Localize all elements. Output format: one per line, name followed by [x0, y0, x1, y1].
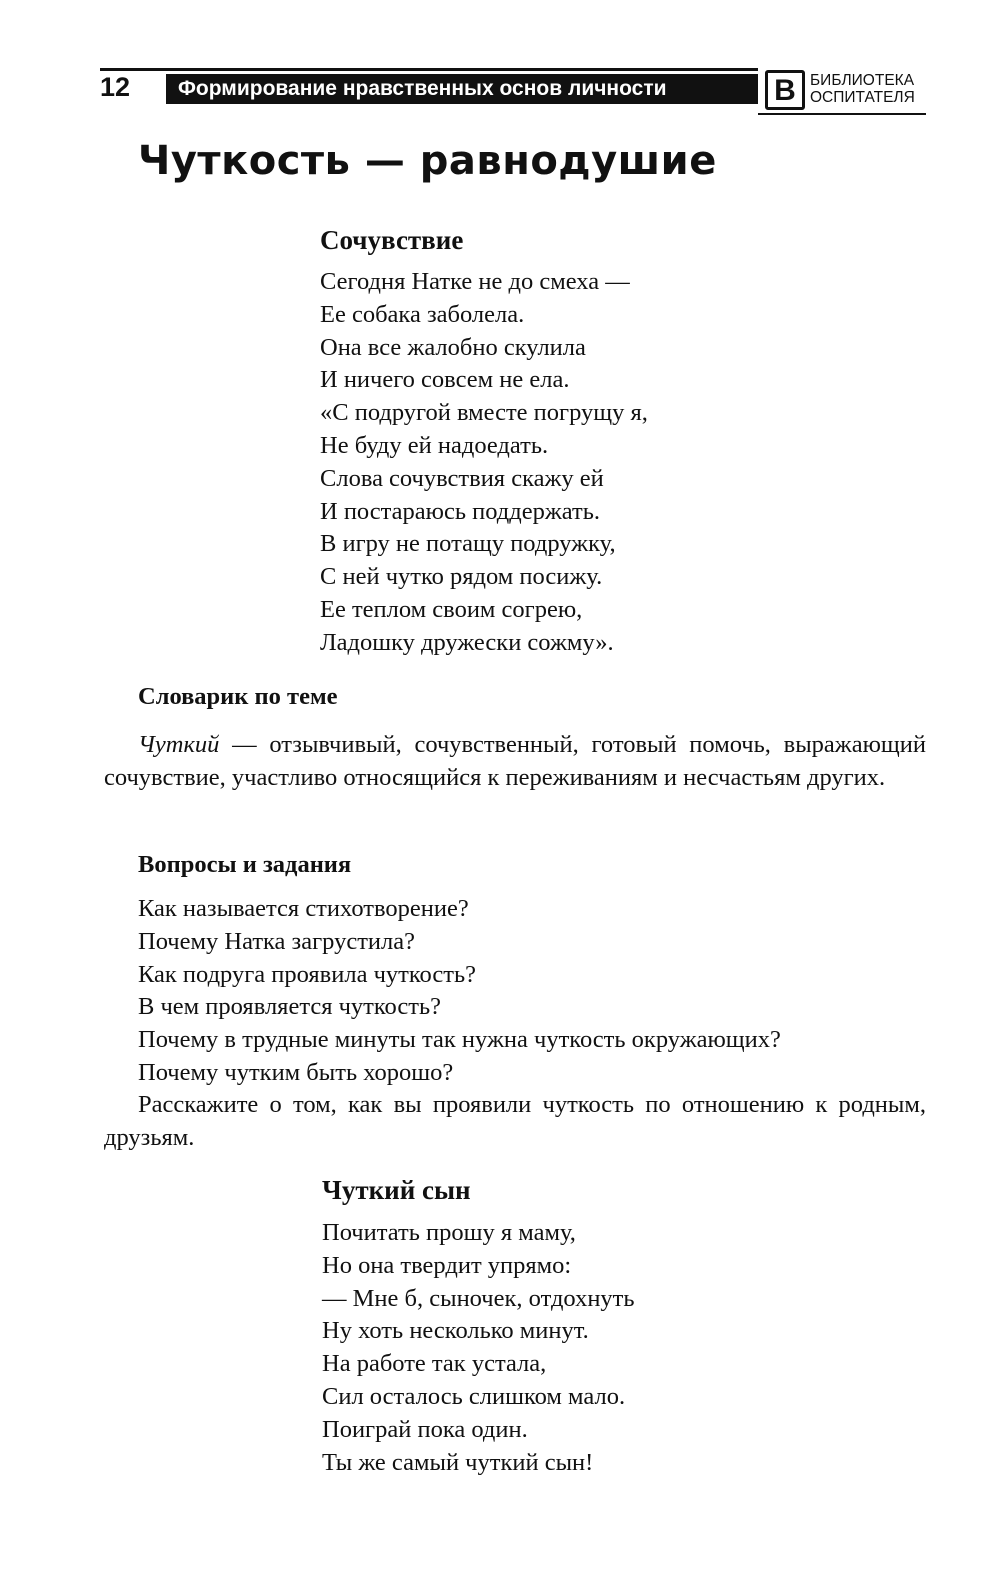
poem-line: Почитать прошу я маму,: [322, 1219, 576, 1246]
poem-line: Слова сочувствия скажу ей: [320, 464, 604, 492]
glossary-heading: Словарик по теме: [138, 683, 338, 710]
poem-line: Не буду ей надоедать.: [320, 431, 549, 459]
poem-line: Ну хоть несколько минут.: [322, 1317, 589, 1345]
poem-line: Сил осталось слишком мало.: [322, 1382, 626, 1410]
logo-line-1: БИБЛИОТЕКА: [810, 72, 915, 89]
page-header: [100, 68, 926, 116]
section-title-bar: Формирование нравственных основ личности: [166, 74, 758, 104]
question-item: Как называется стихотворение?: [138, 895, 469, 922]
poem-1-title: Сочувствие: [320, 225, 464, 255]
question-item: Почему Натка загрустила?: [138, 927, 416, 955]
page-title: Чуткость — равнодушие: [138, 138, 717, 184]
poem-line: В игру не потащу подружку,: [320, 530, 616, 558]
question-item: В чем проявляется чуткость?: [138, 993, 442, 1021]
poem-line: «С подругой вместе погрущу я,: [320, 399, 648, 427]
poem-line: Ее собака заболела.: [320, 300, 525, 328]
questions-list: [138, 893, 781, 1090]
poem-line: Но она твердит упрямо:: [322, 1251, 572, 1279]
question-item: Как подруга проявила чуткость?: [138, 960, 477, 988]
questions-task-text: Расскажите о том, как вы проявили чуткость по отношению к родным, друзьям.: [104, 1091, 926, 1151]
page-number: 12: [100, 72, 131, 102]
poem-line: Она все жалобно скулила: [320, 333, 586, 361]
poem-line: С ней чутко рядом посижу.: [320, 563, 603, 591]
questions-heading: Вопросы и задания: [138, 851, 352, 878]
poem-line: — Мне б, сыночек, отдохнуть: [322, 1284, 635, 1312]
glossary-definition: [104, 729, 926, 795]
poem-line: И ничего совсем не ела.: [320, 366, 570, 394]
poem-line: Ладошку дружески сожму».: [320, 628, 614, 656]
logo-underline: [758, 113, 926, 115]
questions-task: [104, 1089, 926, 1155]
poem-2-lines: [322, 1217, 635, 1479]
glossary-definition-text: — отзывчивый, сочувственный, готовый помочь, выражающий сочувствие, участливо относящийся к переживаниям и несчастьям других.: [104, 731, 926, 791]
poem-line: На работе так устала,: [322, 1350, 547, 1378]
poem-line: Ее теплом своим согрею,: [320, 595, 583, 623]
poem-line: И постараюсь поддержать.: [320, 497, 601, 525]
library-logo-letter: В: [765, 70, 805, 110]
poem-1-lines: [320, 266, 648, 660]
poem-line: Ты же самый чуткий сын!: [322, 1448, 594, 1476]
poem-2-title: Чуткий сын: [322, 1175, 471, 1205]
poem-line: Поиграй пока один.: [322, 1415, 528, 1443]
poem-line: Сегодня Натке не до смеха —: [320, 268, 630, 295]
library-logo-text: [810, 72, 915, 106]
header-rule: [100, 68, 758, 71]
glossary-term: Чуткий: [138, 731, 220, 758]
question-item: Почему в трудные минуты так нужна чуткость окружающих?: [138, 1026, 781, 1054]
question-item: Почему чутким быть хорошо?: [138, 1058, 454, 1086]
logo-line-2: ОСПИТАТЕЛЯ: [810, 89, 915, 106]
